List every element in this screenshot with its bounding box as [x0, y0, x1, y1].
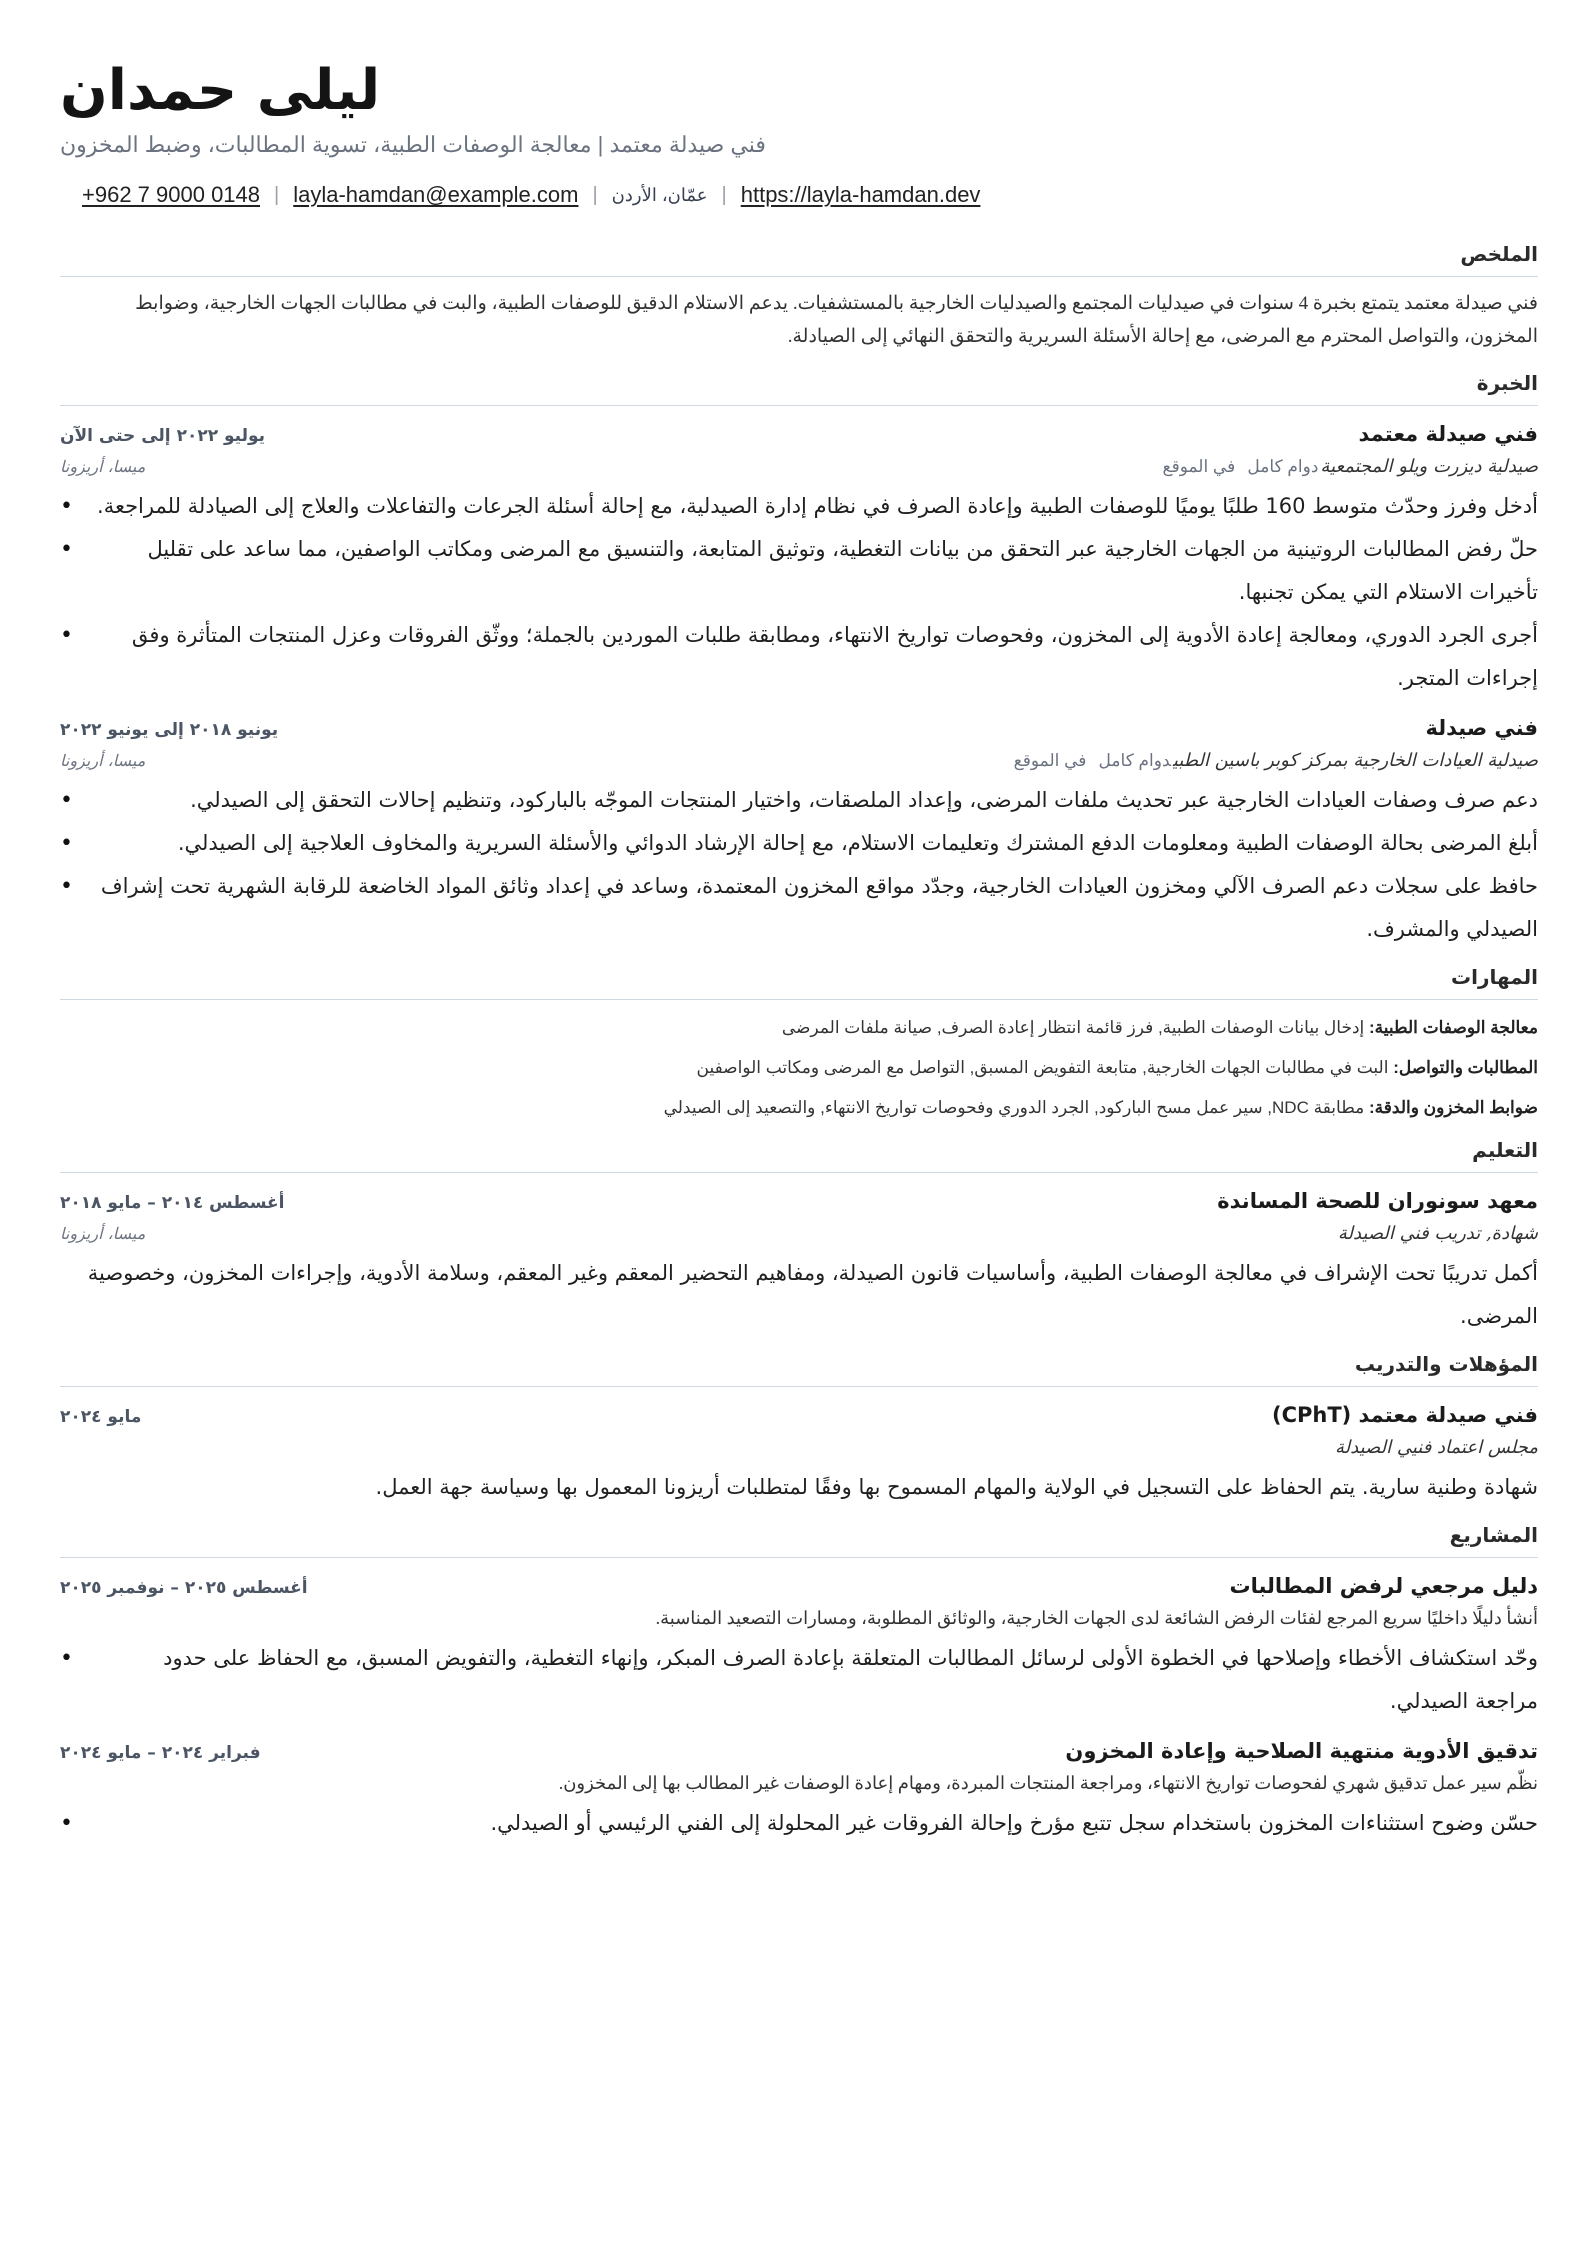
bullet-item: أجرى الجرد الدوري، ومعالجة إعادة الأدوية إلى المخزون، وفحوصات تواريخ الانتهاء، ومطابقة طلبات الموردين بالجملة؛ ووثّق الفروقات وعزل المنتجات المتأثرة وفق إجراءات المتجر. • [60, 614, 1538, 700]
phone-link[interactable]: +962 7 9000 0148 [82, 182, 261, 207]
bullet-item: أبلغ المرضى بحالة الوصفات الطبية ومعلومات الدفع المشترك وتعليمات الاستلام، مع إحالة الإرشاد الدوائي والأسئلة السريرية والمخاوف العلاجية إلى الصيدلي. • [60, 822, 1538, 865]
employer: صيدلية ديزرت ويلو المجتمعية [1320, 456, 1538, 477]
education-entry [60, 1189, 1538, 1338]
work-mode: في الموقع [1013, 751, 1087, 770]
skill-row: ضوابط المخزون والدقة: مطابقة NDC, سير عمل مسح الباركود, الجرد الدوري وفحوصات تواريخ الانتهاء, والتصعيد إلى الصيدلي [663, 1098, 1538, 1117]
section-title-summary: الملخص [60, 242, 1538, 277]
candidate-name: ليلى حمدان [60, 58, 381, 123]
location: عمّان، الأردن [611, 184, 708, 205]
section-title-projects: المشاريع [60, 1523, 1538, 1558]
project-bullets [60, 1637, 1538, 1723]
section-title-skills: المهارات [60, 965, 1538, 1000]
project-bullets [60, 1802, 1538, 1845]
project-entry [60, 1574, 1538, 1723]
education-description: أكمل تدريبًا تحت الإشراف في معالجة الوصفات الطبية، وأساسيات قانون الصيدلة، ومفاهيم التحضير المعقم وغير المعقم، وسلامة الأدوية، وإجراءات المخزون، وخصوصية المرضى. [87, 1261, 1538, 1328]
skill-row: المطالبات والتواصل: البت في مطالبات الجهات الخارجية, متابعة التفويض المسبق, التواصل مع المرضى ومكاتب الواصفين [696, 1058, 1538, 1077]
project-title: دليل مرجعي لرفض المطالبات [1229, 1574, 1538, 1598]
project-dates: أغسطس ٢٠٢٥ – نوفمبر ٢٠٢٥ [60, 1578, 308, 1598]
contact-bar [60, 182, 1538, 208]
work-mode: في الموقع [1162, 457, 1236, 476]
education-dates: أغسطس ٢٠١٤ – مايو ٢٠١٨ [60, 1193, 285, 1213]
project-entry [60, 1739, 1538, 1845]
website-link[interactable]: https://layla-hamdan.dev [740, 182, 981, 207]
project-dates: فبراير ٢٠٢٤ – مايو ٢٠٢٤ [60, 1743, 261, 1763]
certification-date: مايو ٢٠٢٤ [60, 1407, 142, 1427]
certification-issuer: مجلس اعتماد فنيي الصيدلة [1335, 1437, 1538, 1458]
experience-entry [60, 422, 1538, 700]
project-title: تدقيق الأدوية منتهية الصلاحية وإعادة المخزون [1065, 1739, 1538, 1763]
job-dates: يونيو ٢٠١٨ إلى يونيو ٢٠٢٢ [60, 720, 279, 740]
degree: شهادة, تدريب فني الصيدلة [1337, 1223, 1538, 1244]
job-bullets [60, 485, 1538, 700]
separator: | [721, 183, 727, 206]
employer: صيدلية العيادات الخارجية بمركز كوبر باسين الطبي [1172, 750, 1538, 771]
job-title: فني صيدلة معتمد [1358, 422, 1538, 446]
separator: | [592, 183, 598, 206]
skill-row: معالجة الوصفات الطبية: إدخال بيانات الوصفات الطبية, فرز قائمة انتظار إعادة الصرف, صيانة ملفات المرضى [781, 1018, 1538, 1037]
bullet-item: حافظ على سجلات دعم الصرف الآلي ومخزون العيادات الخارجية، وجدّد مواقع المخزون المعتمدة، وساعد في إعداد وثائق المواد الخاضعة للرقابة الشهرية تحت إشراف الصيدلي والمشرف. • [60, 865, 1538, 951]
section-title-education: التعليم [60, 1138, 1538, 1173]
employment-type: دوام كامل [1098, 751, 1171, 770]
certification-title: فني صيدلة معتمد (CPhT) [1271, 1403, 1538, 1427]
project-description: أنشأ دليلًا داخليًا سريع المرجع لفئات الرفض الشائعة لدى الجهات الخارجية، والوثائق المطلوبة، ومسارات التصعيد المناسبة. [655, 1608, 1538, 1628]
job-dates: يوليو ٢٠٢٢ إلى حتى الآن [60, 426, 266, 446]
employment-type: دوام كامل [1247, 457, 1319, 476]
bullet-item: أدخل وفرز وحدّث متوسط 160 طلبًا يوميًا للوصفات الطبية وإعادة الصرف في نظام إدارة الصيدلية، مع إحالة أسئلة الجرعات والتفاعلات والعلاج إلى الصيادلة للمراجعة. • [60, 485, 1538, 528]
headline: فني صيدلة معتمد | معالجة الوصفات الطبية، تسوية المطالبات، وضبط المخزون [60, 132, 766, 157]
bullet-item: حسّن وضوح استثناءات المخزون باستخدام سجل تتبع مؤرخ وإحالة الفروقات غير المحلولة إلى الفني الرئيسي أو الصيدلي. • [60, 1802, 1538, 1845]
job-location: ميسا، أريزونا [60, 751, 146, 770]
bullet-item: حلّ رفض المطالبات الروتينية من الجهات الخارجية عبر التحقق من بيانات التغطية، وتوثيق المتابعة، والتنسيق مع المرضى ومكاتب الواصفين، مما ساعد على تقليل تأخيرات الاستلام التي يمكن تجنبها. • [60, 528, 1538, 614]
certification-description: شهادة وطنية سارية. يتم الحفاظ على التسجيل في الولاية والمهام المسموح بها وفقًا لمتطلبات أريزونا المعمول بها وسياسة جهة العمل. [375, 1475, 1538, 1499]
section-title-experience: الخبرة [60, 371, 1538, 406]
job-bullets [60, 779, 1538, 951]
skills-list [60, 1008, 1538, 1128]
job-title: فني صيدلة [1425, 716, 1538, 740]
section-title-certifications: المؤهلات والتدريب [60, 1352, 1538, 1387]
certification-entry [60, 1403, 1538, 1509]
bullet-item: وحّد استكشاف الأخطاء وإصلاحها في الخطوة الأولى لرسائل المطالبات المتعلقة بإعادة الصرف المبكر، وإنهاء التغطية، والتفويض المسبق، مع الحفاظ على حدود مراجعة الصيدلي. • [60, 1637, 1538, 1723]
project-description: نظّم سير عمل تدقيق شهري لفحوصات تواريخ الانتهاء، ومراجعة المنتجات المبردة، ومهام إعادة الوصفات غير المطالب بها إلى المخزون. [558, 1773, 1538, 1793]
email-link[interactable]: layla-hamdan@example.com [293, 182, 579, 207]
job-location: ميسا، أريزونا [60, 457, 146, 476]
bullet-item: دعم صرف وصفات العيادات الخارجية عبر تحديث ملفات المرضى، وإعداد الملصقات، واختيار المنتجات الموجّه بالباركود، وتنظيم إحالات التحقق إلى الصيدلي. • [60, 779, 1538, 822]
school-name: معهد سونوران للصحة المساندة [1217, 1189, 1538, 1213]
summary-text: فني صيدلة معتمد يتمتع بخبرة 4 سنوات في صيدليات المجتمع والصيدليات الخارجية بالمستشفيات. يدعم الاستلام الدقيق للوصفات الطبية، والبت في مطالبات الجهات الخارجية، وضوابط المخزون، والتواصل المحترم مع المرضى، مع إحالة الأسئلة السريرية والتحقق النهائي إلى الصيادلة. [135, 293, 1538, 347]
education-location: ميسا، أريزونا [60, 1224, 146, 1243]
experience-entry [60, 716, 1538, 951]
separator: | [274, 183, 280, 206]
